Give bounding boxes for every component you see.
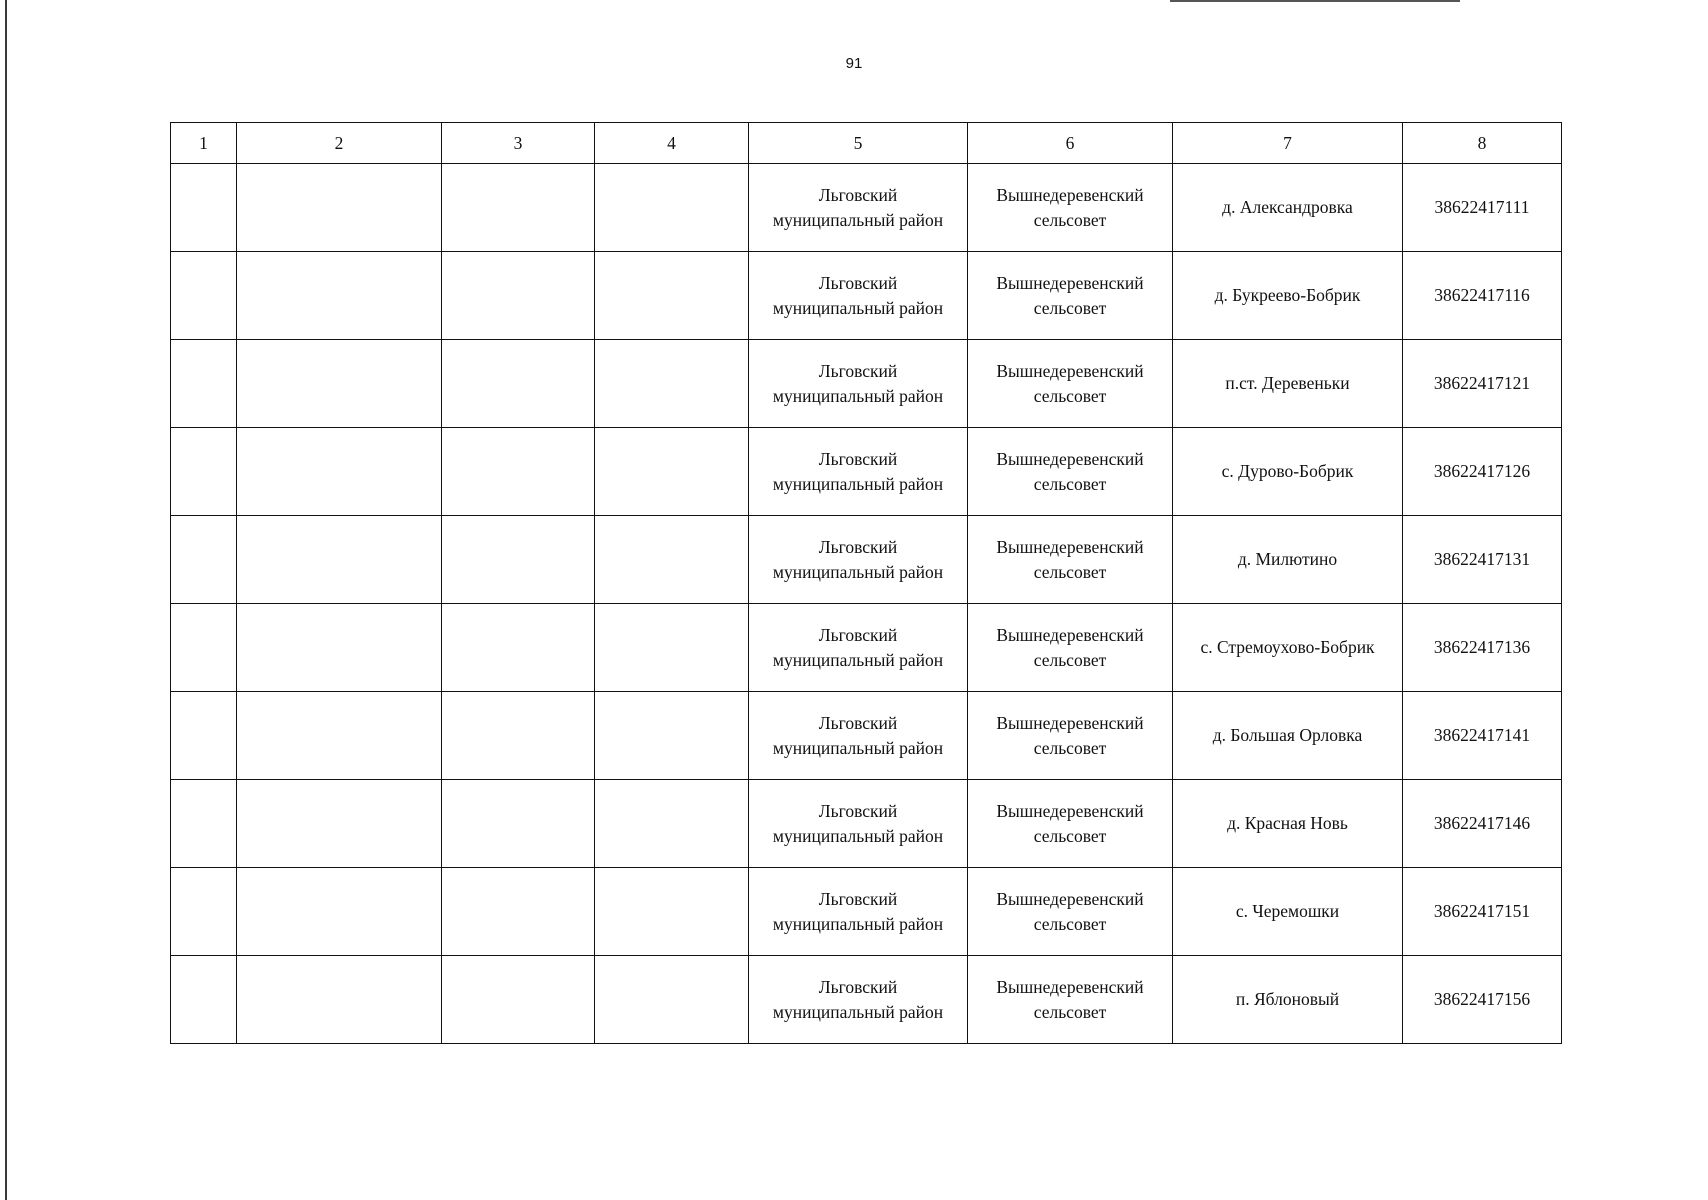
cell-col3 bbox=[442, 164, 595, 252]
column-number-1: 1 bbox=[171, 123, 237, 164]
cell-col4 bbox=[595, 780, 749, 868]
cell-council bbox=[968, 780, 1173, 868]
cell-col1 bbox=[171, 428, 237, 516]
table-row bbox=[171, 780, 1562, 868]
council-name: Вышнедеревенский bbox=[996, 624, 1144, 645]
district-name: Льговский bbox=[818, 888, 898, 909]
column-number-6: 6 bbox=[968, 123, 1173, 164]
cell-district bbox=[749, 428, 968, 516]
council-name: Вышнедеревенский bbox=[996, 976, 1144, 997]
table-row bbox=[171, 164, 1562, 252]
cell-col1 bbox=[171, 780, 237, 868]
column-number-7: 7 bbox=[1173, 123, 1403, 164]
council-name: Вышнедеревенский bbox=[996, 448, 1144, 469]
cell-col1 bbox=[171, 516, 237, 604]
district-type: муниципальный район bbox=[772, 385, 944, 406]
cell-council bbox=[968, 956, 1173, 1044]
cell-district bbox=[749, 252, 968, 340]
cell-col1 bbox=[171, 956, 237, 1044]
cell-code: 38622417146 bbox=[1403, 780, 1562, 868]
cell-col4 bbox=[595, 604, 749, 692]
district-type: муниципальный район bbox=[772, 561, 944, 582]
cell-col2 bbox=[237, 956, 442, 1044]
cell-col4 bbox=[595, 956, 749, 1044]
council-name: Вышнедеревенский bbox=[996, 360, 1144, 381]
cell-col1 bbox=[171, 164, 237, 252]
column-number-3: 3 bbox=[442, 123, 595, 164]
cell-col3 bbox=[442, 340, 595, 428]
cell-council bbox=[968, 868, 1173, 956]
cell-col3 bbox=[442, 692, 595, 780]
district-name: Льговский bbox=[818, 360, 898, 381]
council-type: сельсовет bbox=[1033, 649, 1107, 670]
cell-code: 38622417151 bbox=[1403, 868, 1562, 956]
column-number-8: 8 bbox=[1403, 123, 1562, 164]
district-type: муниципальный район bbox=[772, 825, 944, 846]
council-name: Вышнедеревенский bbox=[996, 272, 1144, 293]
table-row bbox=[171, 956, 1562, 1044]
cell-col1 bbox=[171, 340, 237, 428]
cell-col1 bbox=[171, 868, 237, 956]
cell-council bbox=[968, 164, 1173, 252]
district-type: муниципальный район bbox=[772, 913, 944, 934]
cell-code: 38622417156 bbox=[1403, 956, 1562, 1044]
district-name: Льговский bbox=[818, 184, 898, 205]
cell-col2 bbox=[237, 692, 442, 780]
cell-col3 bbox=[442, 780, 595, 868]
scan-edge-left bbox=[5, 0, 7, 1200]
cell-council bbox=[968, 516, 1173, 604]
council-type: сельсовет bbox=[1033, 209, 1107, 230]
council-type: сельсовет bbox=[1033, 473, 1107, 494]
district-type: муниципальный район bbox=[772, 737, 944, 758]
district-name: Льговский bbox=[818, 800, 898, 821]
council-type: сельсовет bbox=[1033, 561, 1107, 582]
district-type: муниципальный район bbox=[772, 297, 944, 318]
cell-col4 bbox=[595, 868, 749, 956]
cell-code: 38622417141 bbox=[1403, 692, 1562, 780]
cell-col3 bbox=[442, 604, 595, 692]
council-name: Вышнедеревенский bbox=[996, 800, 1144, 821]
cell-settlement: д. Милютино bbox=[1173, 516, 1403, 604]
cell-col2 bbox=[237, 516, 442, 604]
cell-col3 bbox=[442, 252, 595, 340]
cell-district bbox=[749, 692, 968, 780]
district-type: муниципальный район bbox=[772, 649, 944, 670]
cell-settlement: д. Большая Орловка bbox=[1173, 692, 1403, 780]
cell-settlement: д. Александровка bbox=[1173, 164, 1403, 252]
cell-district bbox=[749, 516, 968, 604]
cell-district bbox=[749, 780, 968, 868]
district-name: Льговский bbox=[818, 712, 898, 733]
cell-settlement: д. Букреево-Бобрик bbox=[1173, 252, 1403, 340]
cell-district bbox=[749, 956, 968, 1044]
district-type: муниципальный район bbox=[772, 473, 944, 494]
cell-council bbox=[968, 340, 1173, 428]
column-number-2: 2 bbox=[237, 123, 442, 164]
cell-council bbox=[968, 604, 1173, 692]
district-name: Льговский bbox=[818, 272, 898, 293]
cell-code: 38622417116 bbox=[1403, 252, 1562, 340]
page-number: 91 bbox=[845, 55, 863, 72]
cell-district bbox=[749, 868, 968, 956]
council-name: Вышнедеревенский bbox=[996, 712, 1144, 733]
cell-district bbox=[749, 340, 968, 428]
cell-col4 bbox=[595, 516, 749, 604]
cell-col2 bbox=[237, 780, 442, 868]
district-type: муниципальный район bbox=[772, 209, 944, 230]
cell-settlement: с. Дурово-Бобрик bbox=[1173, 428, 1403, 516]
cell-col4 bbox=[595, 692, 749, 780]
cell-settlement: с. Стремоухово-Бобрик bbox=[1173, 604, 1403, 692]
cell-col4 bbox=[595, 340, 749, 428]
council-type: сельсовет bbox=[1033, 737, 1107, 758]
council-type: сельсовет bbox=[1033, 913, 1107, 934]
cell-col1 bbox=[171, 692, 237, 780]
district-type: муниципальный район bbox=[772, 1001, 944, 1022]
council-name: Вышнедеревенский bbox=[996, 536, 1144, 557]
cell-code: 38622417126 bbox=[1403, 428, 1562, 516]
cell-col1 bbox=[171, 252, 237, 340]
cell-settlement: д. Красная Новь bbox=[1173, 780, 1403, 868]
district-name: Льговский bbox=[818, 536, 898, 557]
table-row bbox=[171, 604, 1562, 692]
cell-col4 bbox=[595, 252, 749, 340]
cell-col4 bbox=[595, 164, 749, 252]
council-type: сельсовет bbox=[1033, 1001, 1107, 1022]
cell-code: 38622417131 bbox=[1403, 516, 1562, 604]
cell-col2 bbox=[237, 252, 442, 340]
table-row bbox=[171, 252, 1562, 340]
cell-district bbox=[749, 164, 968, 252]
registry-table bbox=[170, 122, 1562, 1044]
cell-col3 bbox=[442, 956, 595, 1044]
cell-district bbox=[749, 604, 968, 692]
council-type: сельсовет bbox=[1033, 385, 1107, 406]
cell-code: 38622417111 bbox=[1403, 164, 1562, 252]
table-row bbox=[171, 340, 1562, 428]
cell-col4 bbox=[595, 428, 749, 516]
cell-code: 38622417136 bbox=[1403, 604, 1562, 692]
table-row bbox=[171, 428, 1562, 516]
cell-council bbox=[968, 692, 1173, 780]
cell-col2 bbox=[237, 340, 442, 428]
column-number-5: 5 bbox=[749, 123, 968, 164]
cell-col3 bbox=[442, 868, 595, 956]
cell-col2 bbox=[237, 164, 442, 252]
scan-edge-top bbox=[1170, 0, 1460, 2]
cell-settlement: п.ст. Деревеньки bbox=[1173, 340, 1403, 428]
cell-col3 bbox=[442, 428, 595, 516]
cell-council bbox=[968, 252, 1173, 340]
cell-settlement: п. Яблоновый bbox=[1173, 956, 1403, 1044]
cell-col2 bbox=[237, 604, 442, 692]
column-number-row bbox=[171, 123, 1562, 164]
council-type: сельсовет bbox=[1033, 297, 1107, 318]
district-name: Льговский bbox=[818, 448, 898, 469]
cell-council bbox=[968, 428, 1173, 516]
cell-settlement: с. Черемошки bbox=[1173, 868, 1403, 956]
district-name: Льговский bbox=[818, 976, 898, 997]
table-row bbox=[171, 692, 1562, 780]
council-name: Вышнедеревенский bbox=[996, 184, 1144, 205]
cell-col3 bbox=[442, 516, 595, 604]
district-name: Льговский bbox=[818, 624, 898, 645]
cell-code: 38622417121 bbox=[1403, 340, 1562, 428]
table-row bbox=[171, 868, 1562, 956]
column-number-4: 4 bbox=[595, 123, 749, 164]
cell-col1 bbox=[171, 604, 237, 692]
table-row bbox=[171, 516, 1562, 604]
cell-col2 bbox=[237, 428, 442, 516]
cell-col2 bbox=[237, 868, 442, 956]
council-type: сельсовет bbox=[1033, 825, 1107, 846]
council-name: Вышнедеревенский bbox=[996, 888, 1144, 909]
